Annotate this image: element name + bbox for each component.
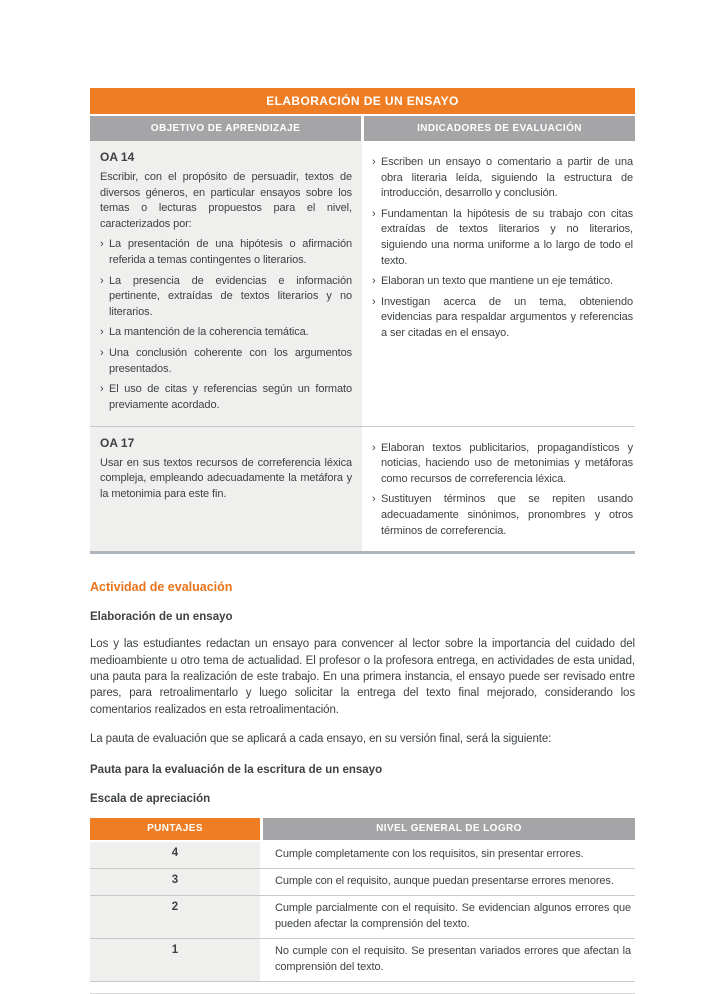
oa-indicators-cell: [368, 141, 635, 426]
bullet-marker-icon: ›: [100, 326, 104, 339]
bullet-marker-icon: ›: [372, 295, 376, 308]
oa-id: OA 17: [100, 435, 135, 450]
bullet-item: [372, 295, 633, 342]
escala-title: Escala de apreciación: [90, 793, 211, 806]
bullet-text: Una conclusión coherente con los argumentos presentados.: [109, 347, 352, 375]
bullet-item: [372, 492, 633, 539]
oa-objective-intro: Escribir, con el propósito de persuadir, textos de diversos géneros, en particular ensayos sobre los temas o lecturas propuestos para el nivel, caracterizados por:: [100, 171, 352, 230]
bullet-text: Elaboran textos publicitarios, propagandísticos y noticias, haciendo uso de metonimias y metáforas como recursos de correferencia léxica.: [381, 441, 633, 485]
score-description: Cumple completamente con los requisitos, sin presentar errores.: [275, 848, 584, 861]
activity-paragraph-2: La pauta de evaluación que se aplicará a cada ensayo, en su versión final, será la siguiente:: [90, 732, 552, 745]
bullet-marker-icon: ›: [100, 383, 104, 396]
oa-table-row: [90, 426, 635, 552]
bullet-text: Sustituyen términos que se repiten usando adecuadamente sinónimos, pronombres y otros términos de correferencia.: [381, 493, 633, 537]
oa-table: [90, 88, 635, 554]
oa-table-header-row: [90, 116, 635, 141]
pauta-title: Pauta para la evaluación de la escritura de un ensayo: [90, 764, 383, 777]
bullet-text: La presentación de una hipótesis o afirmación referida a temas contingentes o literarios.: [109, 238, 352, 267]
bullet-marker-icon: ›: [100, 347, 104, 360]
score-value: 2: [90, 896, 260, 938]
bullet-text: Investigan acerca de un tema, obteniendo evidencias para respaldar argumentos y referencias a ser citadas en el ensayo.: [381, 295, 633, 340]
oa-indicators-cell: [368, 427, 635, 552]
oa-table-row: [90, 141, 635, 426]
bullet-marker-icon: ›: [372, 493, 376, 506]
score-description: Cumple parcialmente con el requisito. Se evidencian algunos errores que pueden afectar la comprensión del texto.: [275, 902, 631, 930]
bullet-text: El uso de citas y referencias según un formato previamente acordado.: [109, 383, 352, 411]
score-table-row: [90, 939, 635, 982]
oa-col-header-objetivo: OBJETIVO DE APRENDIZAJE: [90, 116, 361, 141]
oa-table-rows: [90, 141, 635, 551]
score-value: 1: [90, 939, 260, 981]
bullet-item: [372, 155, 633, 202]
bullet-marker-icon: ›: [372, 156, 376, 168]
bullet-item: [372, 441, 633, 488]
score-description: No cumple con el requisito. Se presentan variados errores que afectan la comprensión del texto.: [275, 944, 631, 973]
score-table-rows: [90, 842, 635, 982]
score-table-row: [90, 842, 635, 869]
bullet-item: [100, 274, 352, 321]
bullet-item: [100, 382, 352, 413]
oa-objective-intro: Usar en sus textos recursos de correferencia léxica compleja, empleando adecuadamente la metáfora y la metonimia para este fin.: [100, 456, 352, 500]
oa-col-header-indicadores: INDICADORES DE EVALUACIÓN: [364, 116, 635, 141]
bullet-marker-icon: ›: [100, 274, 104, 287]
score-col-header-puntajes: PUNTAJES: [90, 818, 260, 840]
bullet-text: Escriben un ensayo o comentario a partir de una obra literaria leída, siguiendo la estructura de introducción, desarrollo y conclusión.: [381, 156, 633, 200]
activity-section-title: Actividad de evaluación: [90, 580, 233, 595]
oa-objective-cell: [90, 427, 362, 552]
bullet-text: La mantención de la coherencia temática.: [109, 326, 309, 339]
score-col-header-nivel: NIVEL GENERAL DE LOGRO: [263, 818, 635, 840]
activity-subtitle: Elaboración de un ensayo: [90, 611, 233, 624]
score-value: 4: [90, 842, 260, 868]
bullet-text: Fundamentan la hipótesis de su trabajo con citas extraídas de textos literarios y no literarios, siguiendo una norma uniforme a lo largo de todo el texto.: [381, 207, 633, 267]
bullet-text: La presencia de evidencias e información pertinente, extraídas de textos literarios y no literarios.: [109, 274, 352, 318]
oa-table-title: ELABORACIÓN DE UN ENSAYO: [90, 88, 635, 114]
oa-objective-cell: [90, 141, 362, 426]
score-table: [90, 818, 635, 982]
bullet-item: [100, 346, 352, 377]
bullet-item: [372, 274, 633, 290]
oa-id: OA 14: [100, 150, 135, 164]
score-table-header-row: [90, 818, 635, 840]
bullet-marker-icon: ›: [372, 275, 376, 288]
bullet-item: [100, 237, 352, 268]
bullet-item: [100, 325, 352, 341]
score-table-row: [90, 896, 635, 939]
page-content: [90, 88, 635, 994]
bullet-marker-icon: ›: [372, 207, 376, 220]
bullet-item: [372, 207, 633, 269]
bullet-marker-icon: ›: [100, 238, 104, 251]
score-table-row: [90, 869, 635, 896]
activity-paragraph: Los y las estudiantes redactan un ensayo para convencer al lector sobre la importancia del cuidado del medioambiente u otro tema de actualidad. El profesor o la profesora entrega, en actividades de esta unidad, una pauta para la realización de este trabajo. En una primera instancia, el ensayo puede ser revisado entre pares, para retroalimentarlo y luego solicitar la entrega del texto final mejorado, considerando los comentarios realizados en esta retroalimentación.: [90, 638, 635, 716]
score-value: 3: [90, 869, 260, 895]
bullet-marker-icon: ›: [372, 441, 376, 454]
bullet-text: Elaboran un texto que mantiene un eje temático.: [381, 275, 613, 288]
score-description: Cumple con el requisito, aunque puedan presentarse errores menores.: [275, 875, 614, 888]
